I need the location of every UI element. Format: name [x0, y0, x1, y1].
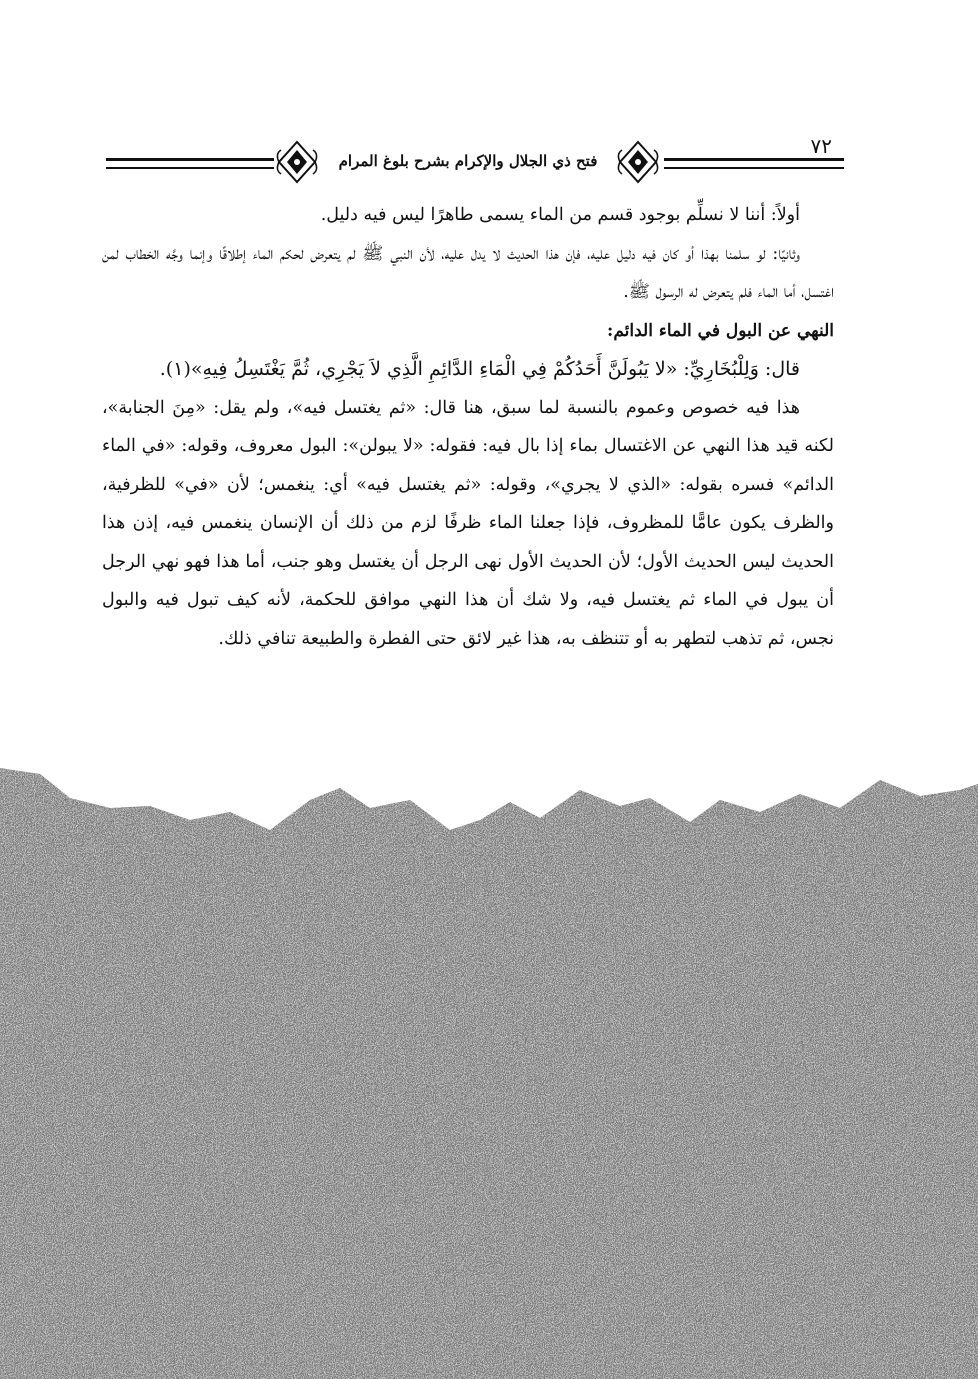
header-rule-left [106, 158, 274, 169]
ornament-icon [616, 140, 660, 184]
ornament-icon [275, 140, 319, 184]
hadith-quote: قال: وَلِلْبُخَارِيِّ: «لا يَبُولَنَّ أَحَدُكُمْ فِي الْمَاءِ الدَّائِمِ الَّذِي لاَ يَجْرِي، ثُمَّ يَغْتَسِلُ فِيهِ»(١). [159, 358, 800, 380]
section-heading: النهي عن البول في الماء الدائم: [607, 320, 834, 341]
paragraph: هذا فيه خصوص وعموم بالنسبة لما سبق، هنا قال: «ثم يغتسل فيه»، ولم يقل: «مِنَ الجنابة»، لكنه قيد هذا النهي عن الاغتسال بماء إذا بال فيه: فقوله: «لا يبولن»: البول معروف، وقوله: «في الماء الدائم» فسره بقوله: «الذي لا يجري»، وقوله: «ثم يغتسل فيه» أي: ينغمس؛ لأن «في» للظرفية، والظرف يكون عامًّا للمظروف، فإذا جعلنا الماء ظرفًا لزم من ذلك أن الإنسان ينغمس فيه، إذن هذا الحديث ليس الحديث الأول؛ لأن الحديث الأول نهى الرجل أن يغتسل وهو جنب، أما هذا فهو نهي الرجل أن يبول في الماء ثم يغتسل فيه، ولا شك أن هذا النهي موافق للحكمة، لأنه كيف تبول فيه والبول نجس، ثم تذهب لتطهر به أو تتنظف به، هذا غير لائق حتى الفطرة والطبيعة تنافي ذلك. [102, 397, 834, 649]
page-number: ٧٢ [810, 134, 832, 158]
running-header [100, 128, 840, 178]
paragraph: أولاً: أننا لا نسلِّم بوجود قسم من الماء يسمى طاهرًا ليس فيه دليل. [320, 205, 800, 225]
paragraph: وثانيًا: لو سلمنا بهذا أو كان فيه دليل عليه، فإن هذا الحديث لا يدل عليه، لأن النبي ﷺ لم يتعرض لحكم الماء إطلاقًا وإنما وجَّه الخطاب لمن اغتسل، أما الماء فلم يتعرض له الرسول ﷺ. [102, 243, 834, 302]
header-title: فتح ذي الجلال والإكرام بشرح بلوغ المرام [338, 152, 598, 170]
torn-noise-region [0, 760, 978, 1379]
page-body [102, 196, 834, 658]
header-rule-right [664, 158, 844, 169]
